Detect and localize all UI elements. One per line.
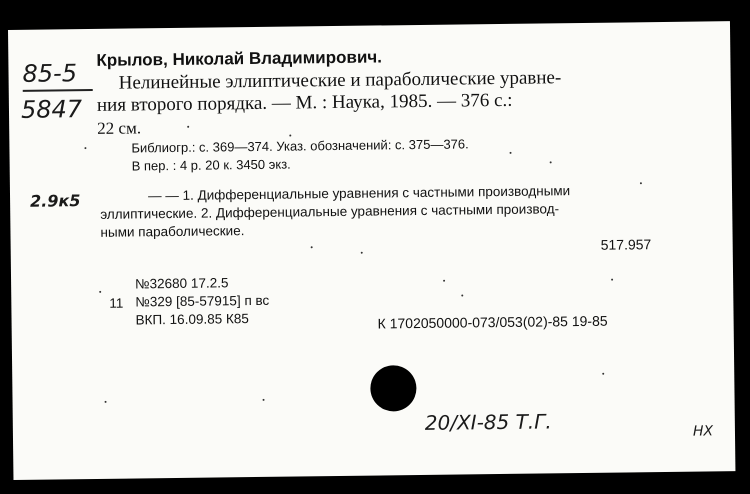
call-number-bottom: 5847 [20,95,83,124]
title-line-1: Нелинейные эллиптические и параболические уравне- [118,67,562,94]
subject-line-1: — — 1. Дифференциальные уравнения с частными производными [147,183,571,204]
handwritten-date: 20/XI-85 Т.Г. [424,409,552,435]
registry-line-3: ВКП. 16.09.85 К85 [135,311,249,328]
subject-line-3: ными параболические. [100,223,245,240]
price-note: В пер. : 4 р. 20 к. 3450 экз. [131,156,291,174]
call-number-top: 85-5 [22,59,78,88]
registry-line-1: №32680 17.2.5 [135,275,229,292]
corner-initials: НХ [692,423,714,440]
registry-line-2: №329 [85-57915] п вс [135,292,270,310]
index-code: К 1702050000-073/053(02)-85 19-85 [377,312,608,332]
subject-line-2: эллиптические. 2. Дифференциальные уравнения с частными производ- [100,201,560,222]
registry-prefix: 11 [109,295,124,311]
margin-note: 2.9к5 [29,191,81,211]
title-line-2: ния второго порядка. — М. : Наука, 1985. — 376 с.: [96,89,513,116]
card-punch-hole [370,365,417,412]
catalog-card [8,21,735,480]
title-line-3: 22 см. [97,118,142,138]
print-specks [8,21,730,30]
bibliography-note: Библиогр.: с. 369—374. Указ. обозначений: с. 375—376. [131,136,469,156]
call-number-divider [23,89,93,92]
udc-number: 517.957 [600,236,652,253]
author: Крылов, Николай Владимирович. [96,47,383,70]
